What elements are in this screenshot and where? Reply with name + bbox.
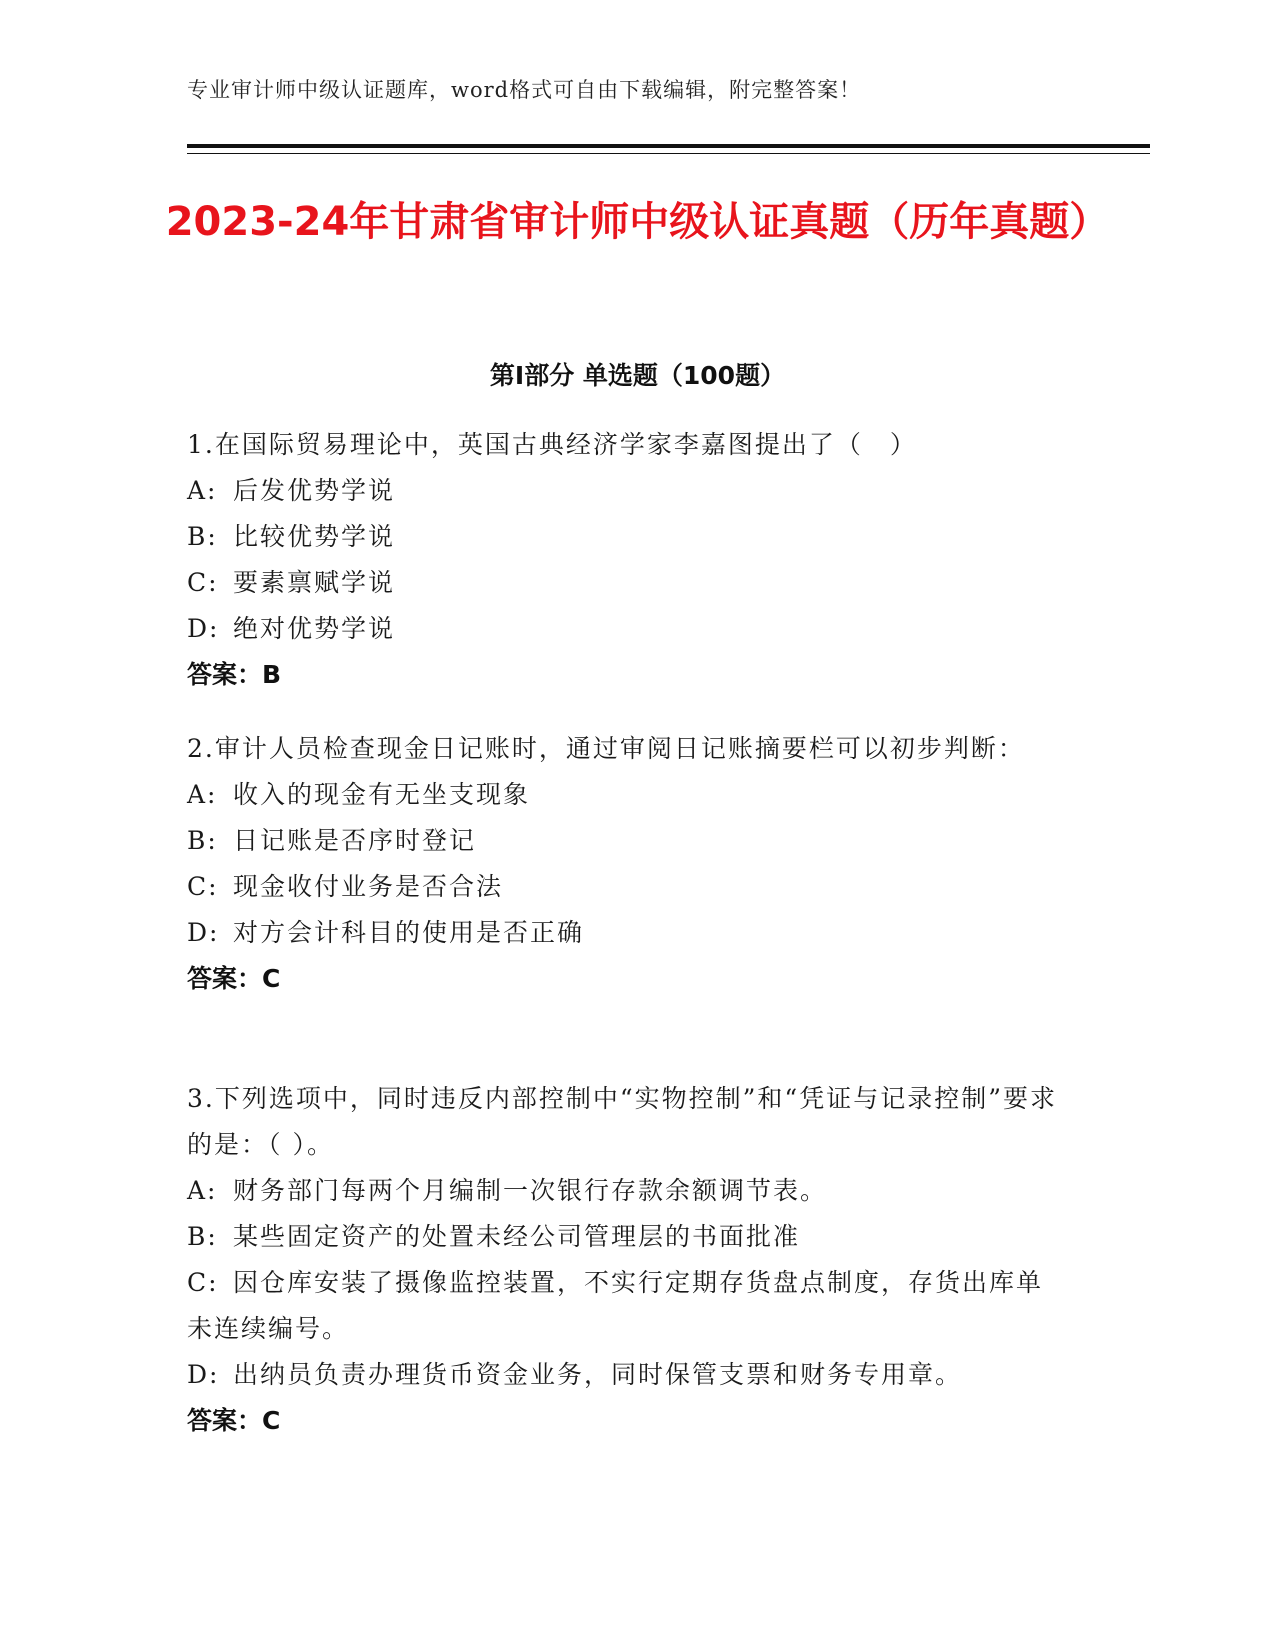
option-text: 对方会计科目的使用是否正确 xyxy=(233,918,585,947)
header-rule-thick xyxy=(187,144,1150,148)
option-text: 要素禀赋学说 xyxy=(233,568,396,597)
document-title: 2023-24年甘肃省审计师中级认证真题（历年真题） xyxy=(165,199,1110,245)
question-1 xyxy=(187,422,1067,698)
option-text: 比较优势学说 xyxy=(233,522,396,551)
answer-label: 答案：C xyxy=(187,964,281,993)
question-stem: 2.审计人员检查现金日记账时，通过审阅日记账摘要栏可以初步判断： xyxy=(187,734,1025,763)
question-3 xyxy=(187,1076,1067,1444)
option-letter: A: xyxy=(187,1176,218,1205)
option-text: 收入的现金有无坐支现象 xyxy=(233,780,531,809)
option-d xyxy=(187,606,1067,652)
option-text: 财务部门每两个月编制一次银行存款余额调节表。 xyxy=(233,1176,828,1205)
option-d xyxy=(187,1352,1067,1398)
answer-label: 答案：C xyxy=(187,1406,281,1435)
option-letter: D: xyxy=(187,614,220,643)
option-b xyxy=(187,818,1067,864)
question-stem: 3.下列选项中，同时违反内部控制中“实物控制”和“凭证与记录控制”要求的是：（ ）。 xyxy=(187,1084,1057,1159)
header-rule-thin xyxy=(187,153,1150,154)
option-text: 出纳员负责办理货币资金业务，同时保管支票和财务专用章。 xyxy=(233,1360,963,1389)
option-letter: B: xyxy=(187,522,218,551)
option-letter: B: xyxy=(187,1222,218,1251)
option-letter: A: xyxy=(187,476,218,505)
option-c xyxy=(187,560,1067,606)
option-a xyxy=(187,1168,1067,1214)
option-text: 因仓库安装了摄像监控装置，不实行定期存货盘点制度，存货出库单未连续编号。 xyxy=(187,1268,1044,1343)
option-c xyxy=(187,864,1067,910)
option-letter: C: xyxy=(187,872,219,901)
option-c xyxy=(187,1260,1067,1352)
answer-label: 答案：B xyxy=(187,660,282,689)
option-text: 后发优势学说 xyxy=(233,476,396,505)
option-a xyxy=(187,772,1067,818)
option-d xyxy=(187,910,1067,956)
header-note: 专业审计师中级认证题库，word格式可自由下载编辑，附完整答案！ xyxy=(187,78,862,102)
option-letter: B: xyxy=(187,826,218,855)
option-letter: C: xyxy=(187,568,219,597)
option-b xyxy=(187,1214,1067,1260)
option-letter: D: xyxy=(187,918,220,947)
section-heading: 第Ⅰ部分 单选题（100题） xyxy=(489,361,786,390)
option-text: 某些固定资产的处置未经公司管理层的书面批准 xyxy=(233,1222,801,1251)
option-a xyxy=(187,468,1067,514)
question-stem: 1.在国际贸易理论中，英国古典经济学家李嘉图提出了（ ） xyxy=(187,430,917,459)
option-text: 日记账是否序时登记 xyxy=(233,826,477,855)
option-text: 绝对优势学说 xyxy=(233,614,396,643)
option-text: 现金收付业务是否合法 xyxy=(233,872,504,901)
option-letter: D: xyxy=(187,1360,220,1389)
option-b xyxy=(187,514,1067,560)
option-letter: A: xyxy=(187,780,218,809)
question-2 xyxy=(187,726,1067,1002)
option-letter: C: xyxy=(187,1268,219,1297)
